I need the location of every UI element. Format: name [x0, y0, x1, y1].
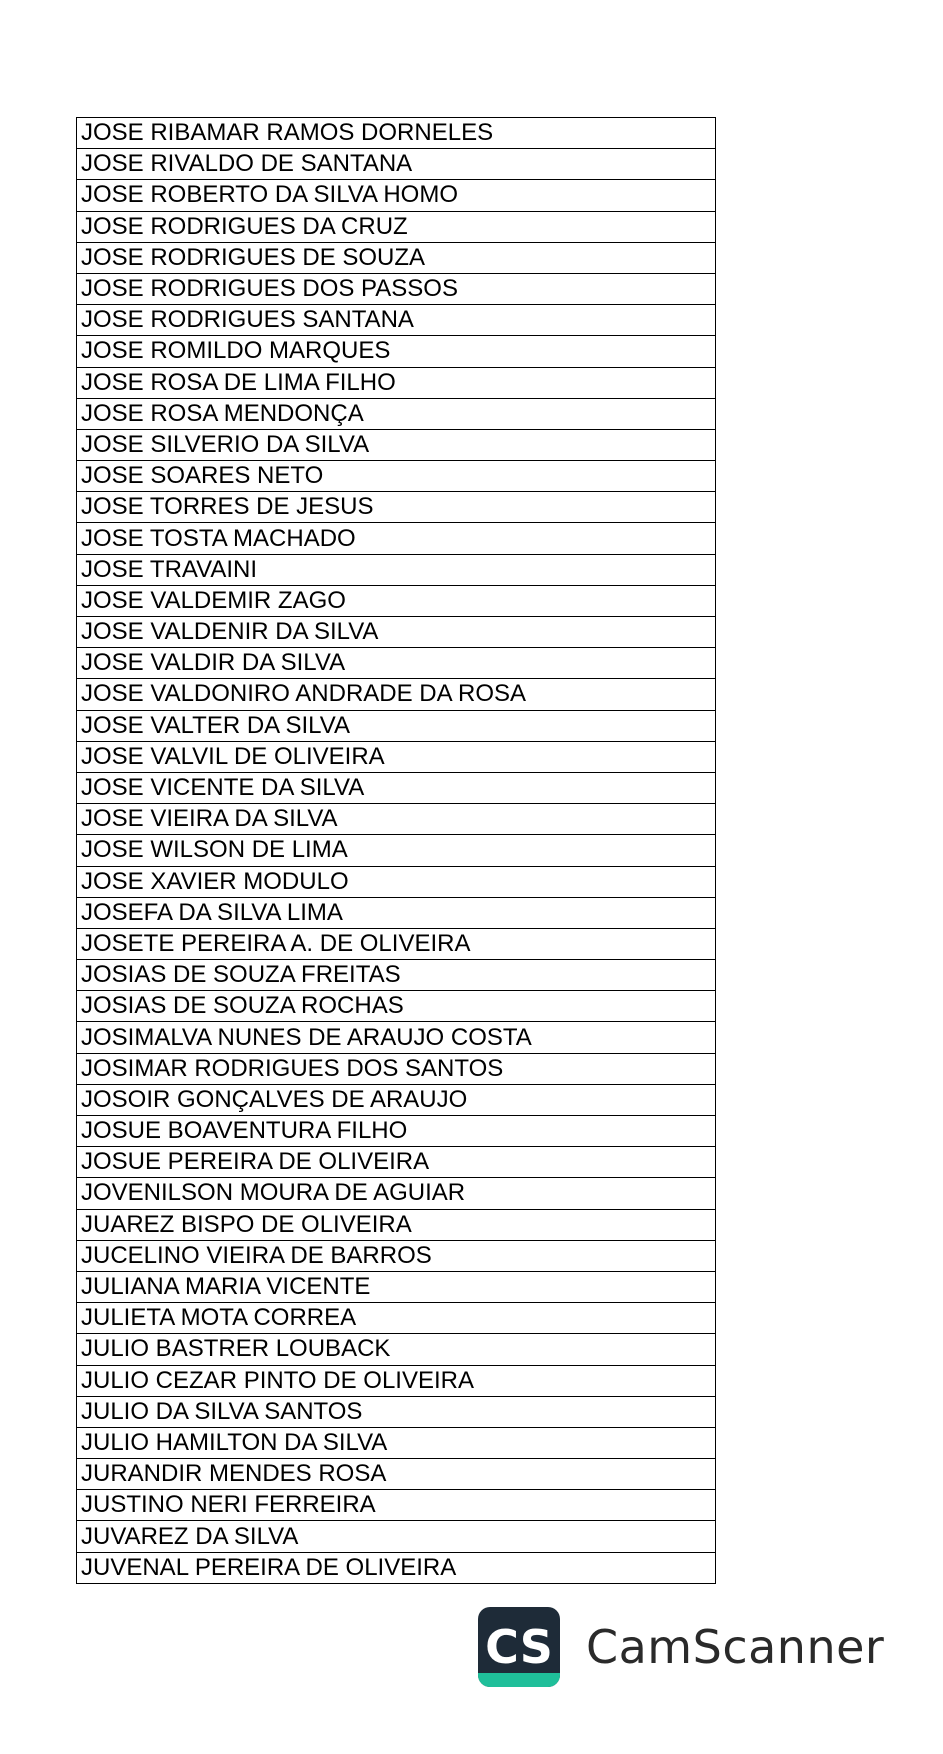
- name-cell: JOSE ROBERTO DA SILVA HOMO: [77, 180, 716, 211]
- table-row: [77, 1053, 716, 1084]
- table-row: [77, 1209, 716, 1240]
- table-row: [77, 928, 716, 959]
- table-row: [77, 149, 716, 180]
- table-row: [77, 118, 716, 149]
- name-cell: JOSE SILVERIO DA SILVA: [77, 429, 716, 460]
- name-cell: JOSE VALTER DA SILVA: [77, 710, 716, 741]
- name-cell: JOSE ROSA MENDONÇA: [77, 398, 716, 429]
- names-table: [76, 117, 716, 1584]
- table-row: [77, 897, 716, 928]
- name-cell: JOSUE PEREIRA DE OLIVEIRA: [77, 1147, 716, 1178]
- names-table-body: [77, 118, 716, 1584]
- table-row: [77, 772, 716, 803]
- table-row: [77, 1521, 716, 1552]
- table-row: [77, 1178, 716, 1209]
- name-cell: JOSE RODRIGUES SANTANA: [77, 305, 716, 336]
- name-cell: JULIO BASTRER LOUBACK: [77, 1334, 716, 1365]
- name-cell: JOSE VALDENIR DA SILVA: [77, 617, 716, 648]
- table-row: [77, 648, 716, 679]
- name-cell: JOSE TORRES DE JESUS: [77, 492, 716, 523]
- table-row: [77, 804, 716, 835]
- table-row: [77, 679, 716, 710]
- name-cell: JOSE RIBAMAR RAMOS DORNELES: [77, 118, 716, 149]
- table-row: [77, 492, 716, 523]
- name-cell: JOSE RIVALDO DE SANTANA: [77, 149, 716, 180]
- name-cell: JOSETE PEREIRA A. DE OLIVEIRA: [77, 928, 716, 959]
- table-row: [77, 1552, 716, 1583]
- table-row: [77, 180, 716, 211]
- table-row: [77, 429, 716, 460]
- name-cell: JOSE TRAVAINI: [77, 554, 716, 585]
- table-row: [77, 1427, 716, 1458]
- name-cell: JOVENILSON MOURA DE AGUIAR: [77, 1178, 716, 1209]
- name-cell: JOSUE BOAVENTURA FILHO: [77, 1116, 716, 1147]
- name-cell: JULIO DA SILVA SANTOS: [77, 1396, 716, 1427]
- name-cell: JUVENAL PEREIRA DE OLIVEIRA: [77, 1552, 716, 1583]
- table-row: [77, 1147, 716, 1178]
- name-cell: JOSE RODRIGUES DA CRUZ: [77, 211, 716, 242]
- table-row: [77, 741, 716, 772]
- name-cell: JOSE VALDEMIR ZAGO: [77, 585, 716, 616]
- name-cell: JOSE ROSA DE LIMA FILHO: [77, 367, 716, 398]
- name-cell: JOSE SOARES NETO: [77, 461, 716, 492]
- camscanner-logo-icon: [478, 1607, 560, 1687]
- name-cell: JULIETA MOTA CORREA: [77, 1303, 716, 1334]
- table-row: [77, 866, 716, 897]
- table-row: [77, 367, 716, 398]
- table-row: [77, 1084, 716, 1115]
- name-cell: JULIANA MARIA VICENTE: [77, 1271, 716, 1302]
- name-cell: JOSIMAR RODRIGUES DOS SANTOS: [77, 1053, 716, 1084]
- table-row: [77, 242, 716, 273]
- table-row: [77, 1490, 716, 1521]
- table-row: [77, 523, 716, 554]
- name-cell: JULIO HAMILTON DA SILVA: [77, 1427, 716, 1458]
- name-cell: JOSIAS DE SOUZA ROCHAS: [77, 991, 716, 1022]
- table-row: [77, 398, 716, 429]
- camscanner-watermark: [478, 1607, 884, 1687]
- name-cell: JOSE VICENTE DA SILVA: [77, 772, 716, 803]
- table-row: [77, 617, 716, 648]
- name-cell: JOSIMALVA NUNES DE ARAUJO COSTA: [77, 1022, 716, 1053]
- name-cell: JOSE WILSON DE LIMA: [77, 835, 716, 866]
- table-row: [77, 1365, 716, 1396]
- table-row: [77, 960, 716, 991]
- name-cell: JUCELINO VIEIRA DE BARROS: [77, 1240, 716, 1271]
- name-cell: JUAREZ BISPO DE OLIVEIRA: [77, 1209, 716, 1240]
- table-row: [77, 305, 716, 336]
- name-cell: JOSE VALVIL DE OLIVEIRA: [77, 741, 716, 772]
- table-row: [77, 1334, 716, 1365]
- table-row: [77, 461, 716, 492]
- name-cell: JOSE XAVIER MODULO: [77, 866, 716, 897]
- name-cell: JOSE TOSTA MACHADO: [77, 523, 716, 554]
- name-cell: JOSIAS DE SOUZA FREITAS: [77, 960, 716, 991]
- table-row: [77, 336, 716, 367]
- table-row: [77, 585, 716, 616]
- name-cell: JULIO CEZAR PINTO DE OLIVEIRA: [77, 1365, 716, 1396]
- table-row: [77, 1022, 716, 1053]
- name-cell: JOSE VALDONIRO ANDRADE DA ROSA: [77, 679, 716, 710]
- table-row: [77, 835, 716, 866]
- name-cell: JUSTINO NERI FERREIRA: [77, 1490, 716, 1521]
- table-row: [77, 554, 716, 585]
- name-cell: JOSE ROMILDO MARQUES: [77, 336, 716, 367]
- table-row: [77, 991, 716, 1022]
- table-row: [77, 1240, 716, 1271]
- table-row: [77, 211, 716, 242]
- name-cell: JOSEFA DA SILVA LIMA: [77, 897, 716, 928]
- name-cell: JOSE RODRIGUES DE SOUZA: [77, 242, 716, 273]
- table-row: [77, 1303, 716, 1334]
- name-cell: JOSE RODRIGUES DOS PASSOS: [77, 273, 716, 304]
- table-row: [77, 1271, 716, 1302]
- name-cell: JOSE VALDIR DA SILVA: [77, 648, 716, 679]
- table-row: [77, 1396, 716, 1427]
- logo-letters: CS: [485, 1620, 553, 1674]
- table-row: [77, 1116, 716, 1147]
- name-cell: JOSE VIEIRA DA SILVA: [77, 804, 716, 835]
- name-cell: JOSOIR GONÇALVES DE ARAUJO: [77, 1084, 716, 1115]
- table-row: [77, 273, 716, 304]
- app-name: CamScanner: [586, 1620, 885, 1674]
- table-row: [77, 710, 716, 741]
- name-cell: JURANDIR MENDES ROSA: [77, 1459, 716, 1490]
- name-cell: JUVAREZ DA SILVA: [77, 1521, 716, 1552]
- table-row: [77, 1459, 716, 1490]
